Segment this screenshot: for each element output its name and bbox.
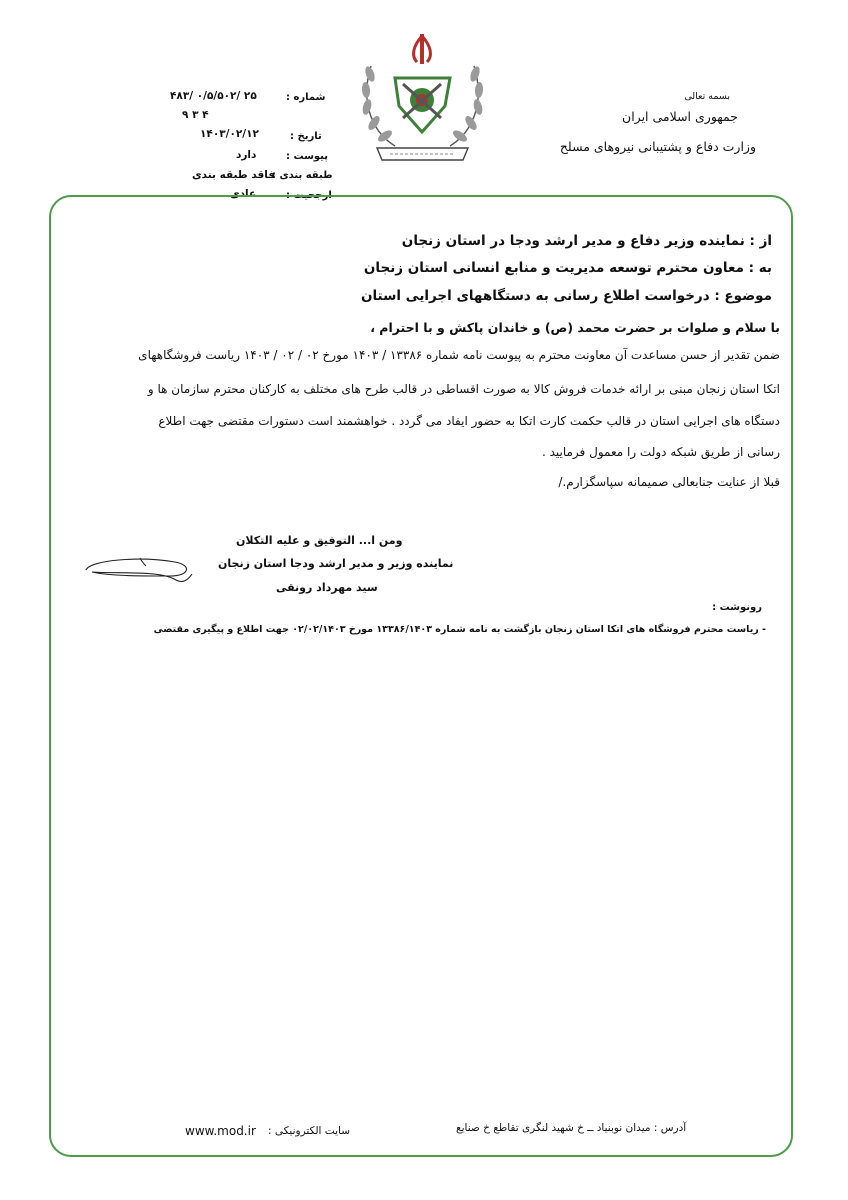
signature-closing: ومن ا... التوفیق و علیه التکلان <box>236 534 403 547</box>
body-line: اتکا استان زنجان مبنی بر ارائه خدمات فروش کالا به صورت اقساطی در قالب طرح های مختلف به کارکنان محترم سازمان ها و <box>147 382 780 396</box>
classification-value: فاقد طبقه بندی <box>192 169 276 181</box>
ministry-name: وزارت دفاع و پشتیبانی نیروهای مسلح <box>559 139 756 154</box>
letter-subject: موضوع : درخواست اطلاع رسانی به دستگاههای اجرایی استان <box>360 288 772 304</box>
number-sub-value: ۹ ۳ ۴ <box>182 109 209 121</box>
letter-greeting: با سلام و صلوات بر حضرت محمد (ص) و خاندان پاکش و با احترام ، <box>370 320 780 335</box>
cc-label: رونوشت : <box>712 602 762 613</box>
cc-line: - ریاست محترم فروشگاه های اتکا استان زنجان بازگشت به نامه شماره ۱۳۳۸۶/۱۴۰۳ مورخ ۰۲/۰۲/۱۴۰۳ جهت اطلاع و پیگیری مقتضی <box>153 624 766 635</box>
body-line: قبلا از عنایت جنابعالی صمیمانه سپاسگزارم./ <box>558 475 780 489</box>
country-name: جمهوری اسلامی ایران <box>622 109 738 124</box>
bismillah-text: بسمه تعالی <box>684 91 730 102</box>
number-value: ۴۸۳/ ۰/۵/۵۰۲/ ۲۵ <box>170 90 257 102</box>
ministry-emblem-logo <box>355 28 490 168</box>
priority-value: عادی <box>230 188 257 200</box>
date-value: ۱۴۰۳/۰۲/۱۲ <box>200 128 259 140</box>
footer-website-label: سایت الکترونیکی : <box>268 1125 351 1137</box>
letter-from: از : نماینده وزیر دفاع و مدیر ارشد ودجا در استان زنجان <box>401 233 772 249</box>
footer-website-link[interactable]: www.mod.ir <box>185 1124 256 1138</box>
body-line: رسانی از طریق شبکه دولت را معمول فرمایید . <box>541 445 780 459</box>
signature-title: نماینده وزیر و مدیر ارشد ودجا استان زنجان <box>218 557 454 570</box>
number-label: شماره : <box>286 92 326 103</box>
signature-name: سید مهرداد رونقی <box>276 581 378 594</box>
attachment-value: دارد <box>236 149 257 161</box>
classification-label: طبقه بندی : <box>272 170 333 181</box>
attachment-label: پیوست : <box>286 151 329 162</box>
handwritten-signature-mark <box>80 552 200 588</box>
footer-address: آدرس : میدان نوبنیاد ــ خ شهید لنگری تقاطع خ صنایع <box>456 1122 687 1134</box>
date-label: تاریخ : <box>290 131 322 142</box>
priority-label: ارجحیت : <box>286 190 332 201</box>
letter-to: به : معاون محترم توسعه مدیریت و منابع انسانی استان زنجان <box>363 260 772 276</box>
letter-frame <box>49 195 793 1157</box>
body-line: ضمن تقدیر از حسن مساعدت آن معاونت محترم به پیوست نامه شماره ۱۳۳۸۶ / ۱۴۰۳ مورخ ۰۲ / ۰۲ / ۱۴۰۳ ریاست فروشگاههای <box>138 348 780 362</box>
body-line: دستگاه های اجرایی استان در قالب حکمت کارت اتکا به حضور ایفاد می گردد . خواهشمند است دستورات مقتضی جهت اطلاع <box>158 414 780 428</box>
